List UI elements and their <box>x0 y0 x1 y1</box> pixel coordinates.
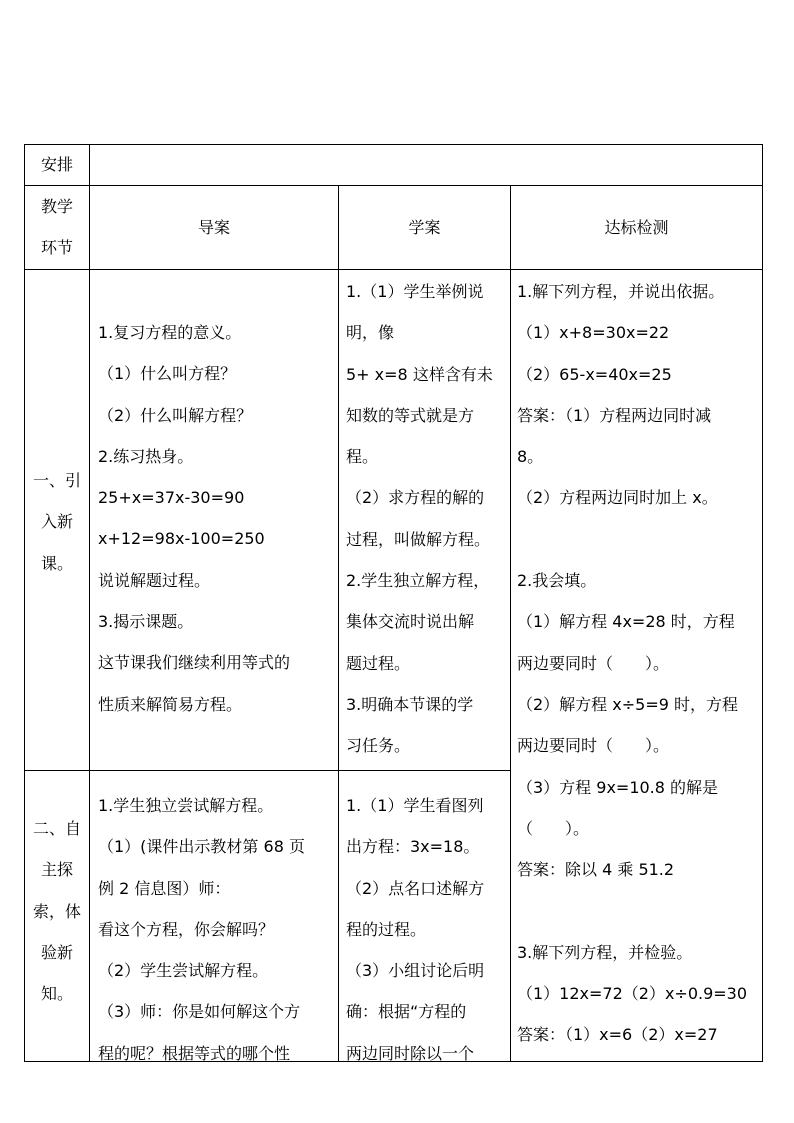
study-header-cell <box>339 186 510 269</box>
study-line: 过程，叫做解方程。 <box>346 529 491 549</box>
table-border-bottom <box>24 1061 763 1062</box>
section2-stage-line: 知。 <box>40 984 73 1004</box>
guide-line: 性质来解简易方程。 <box>98 694 243 714</box>
column-divider <box>89 144 90 1062</box>
row-divider <box>24 269 763 270</box>
section1-guide-cell <box>98 312 338 770</box>
section2-stage-cell <box>25 771 89 1061</box>
guide-line: 例 2 信息图）师： <box>98 878 231 898</box>
study-line: 两边同时除以一个 <box>346 1043 475 1061</box>
section1-stage-line: 一、引 <box>32 471 81 490</box>
study-header: 学案 <box>408 218 441 237</box>
section1-study-cell <box>346 271 510 770</box>
check-line: （3）方程 9x=10.8 的解是 <box>517 777 719 797</box>
check-cell <box>517 271 762 1061</box>
study-line: 2.学生独立解方程， <box>346 571 490 591</box>
check-line: 1.解下列方程，并说出依据。 <box>517 282 725 301</box>
section2-stage-line: 主探 <box>40 860 73 880</box>
study-line: 5+ x=8 这样含有未 <box>346 364 493 384</box>
section2-stage-line: 验新 <box>40 942 73 962</box>
section2-stage-line: 索，体 <box>32 901 81 921</box>
column-divider <box>338 185 339 1062</box>
section2-study-cell <box>346 785 510 1061</box>
check-line: （1）解方程 4x=28 时，方程 <box>517 612 735 632</box>
check-line: 答案：（1）方程两边同时减 <box>517 405 712 425</box>
lesson-plan-table <box>24 144 763 1062</box>
guide-line: 程的呢？根据等式的哪个性 <box>98 1043 291 1061</box>
section2-stage-line: 二、自 <box>32 819 81 838</box>
guide-line: 这节课我们继续利用等式的 <box>98 653 291 673</box>
check-line: 两边要同时（ ）。 <box>517 653 670 673</box>
check-line: （ ）。 <box>517 818 590 838</box>
guide-line: 25+x=37x-30=90 <box>98 488 245 508</box>
guide-line: （3）师：你是如何解这个方 <box>98 1002 301 1022</box>
guide-line: （2）什么叫解方程？ <box>98 405 253 425</box>
check-line: 两边要同时（ ）。 <box>517 736 670 756</box>
check-header: 达标检测 <box>604 218 669 237</box>
study-line: 知数的等式就是方 <box>346 405 475 425</box>
guide-line: （2）学生尝试解方程。 <box>98 961 269 981</box>
check-line: （2）解方程 x÷5=9 时，方程 <box>517 694 738 714</box>
guide-line: （1）什么叫方程？ <box>98 364 237 384</box>
check-line: 8。 <box>517 447 544 467</box>
study-line: （2）点名口述解方 <box>346 878 485 898</box>
stage-header-line: 教学 <box>40 197 73 216</box>
guide-header: 导案 <box>197 218 230 237</box>
study-line: （3）小组讨论后明 <box>346 961 485 981</box>
section2-guide-cell <box>98 785 338 1061</box>
stage-header-line: 环节 <box>40 238 73 258</box>
study-line: 程。 <box>346 447 379 467</box>
study-line: 题过程。 <box>346 653 411 673</box>
guide-line: 2.练习热身。 <box>98 446 194 466</box>
study-line: 确：根据“方程的 <box>346 1002 467 1022</box>
check-header-cell <box>511 186 762 269</box>
study-line: 1.（1）学生看图列 <box>346 796 484 815</box>
guide-line: 说说解题过程。 <box>98 570 211 590</box>
study-line: 3.明确本节课的学 <box>346 694 474 714</box>
guide-header-cell <box>90 186 338 269</box>
guide-line: 看这个方程，你会解吗？ <box>98 919 275 939</box>
study-line: 1.（1）学生举例说 <box>346 282 484 301</box>
arrangement-content-cell <box>90 145 762 185</box>
guide-line: （1）(课件出示教材第 68 页 <box>98 837 305 857</box>
guide-line: 1.学生独立尝试解方程。 <box>98 796 274 815</box>
arrangement-label: 安排 <box>40 155 73 174</box>
section1-stage-line: 课。 <box>40 553 73 573</box>
check-line <box>517 890 762 931</box>
check-line: 答案：（1）x=6（2）x=27 <box>517 1025 718 1045</box>
check-line: （2）65-x=40x=25 <box>517 364 672 384</box>
study-line: 程的过程。 <box>346 919 427 939</box>
study-line: 习任务。 <box>346 736 411 756</box>
study-line: 出方程：3x=18。 <box>346 837 480 857</box>
row-divider <box>24 770 511 771</box>
section1-stage-line: 入新 <box>40 512 73 532</box>
check-line: 答案：除以 4 乘 51.2 <box>517 860 675 880</box>
guide-line: 3.揭示课题。 <box>98 612 194 632</box>
guide-line: 1.复习方程的意义。 <box>98 323 242 342</box>
check-line: 2.我会填。 <box>517 571 597 591</box>
column-divider <box>510 185 511 1062</box>
study-line: （2）求方程的解的 <box>346 488 485 508</box>
table-border-right <box>762 144 763 1062</box>
section1-stage-cell <box>25 270 89 770</box>
arrangement-label-cell <box>25 145 89 185</box>
check-line: （1）12x=72（2）x÷0.9=30 <box>517 984 748 1004</box>
check-line: （1）x+8=30x=22 <box>517 323 670 343</box>
check-line <box>517 519 762 560</box>
study-line: 明，像 <box>346 323 395 343</box>
guide-line: x+12=98x-100=250 <box>98 529 265 549</box>
check-line: 3.解下列方程，并检验。 <box>517 942 693 962</box>
study-line: 集体交流时说出解 <box>346 612 475 632</box>
stage-header-cell <box>25 186 89 269</box>
check-line: （2）方程两边同时加上 x。 <box>517 488 718 508</box>
